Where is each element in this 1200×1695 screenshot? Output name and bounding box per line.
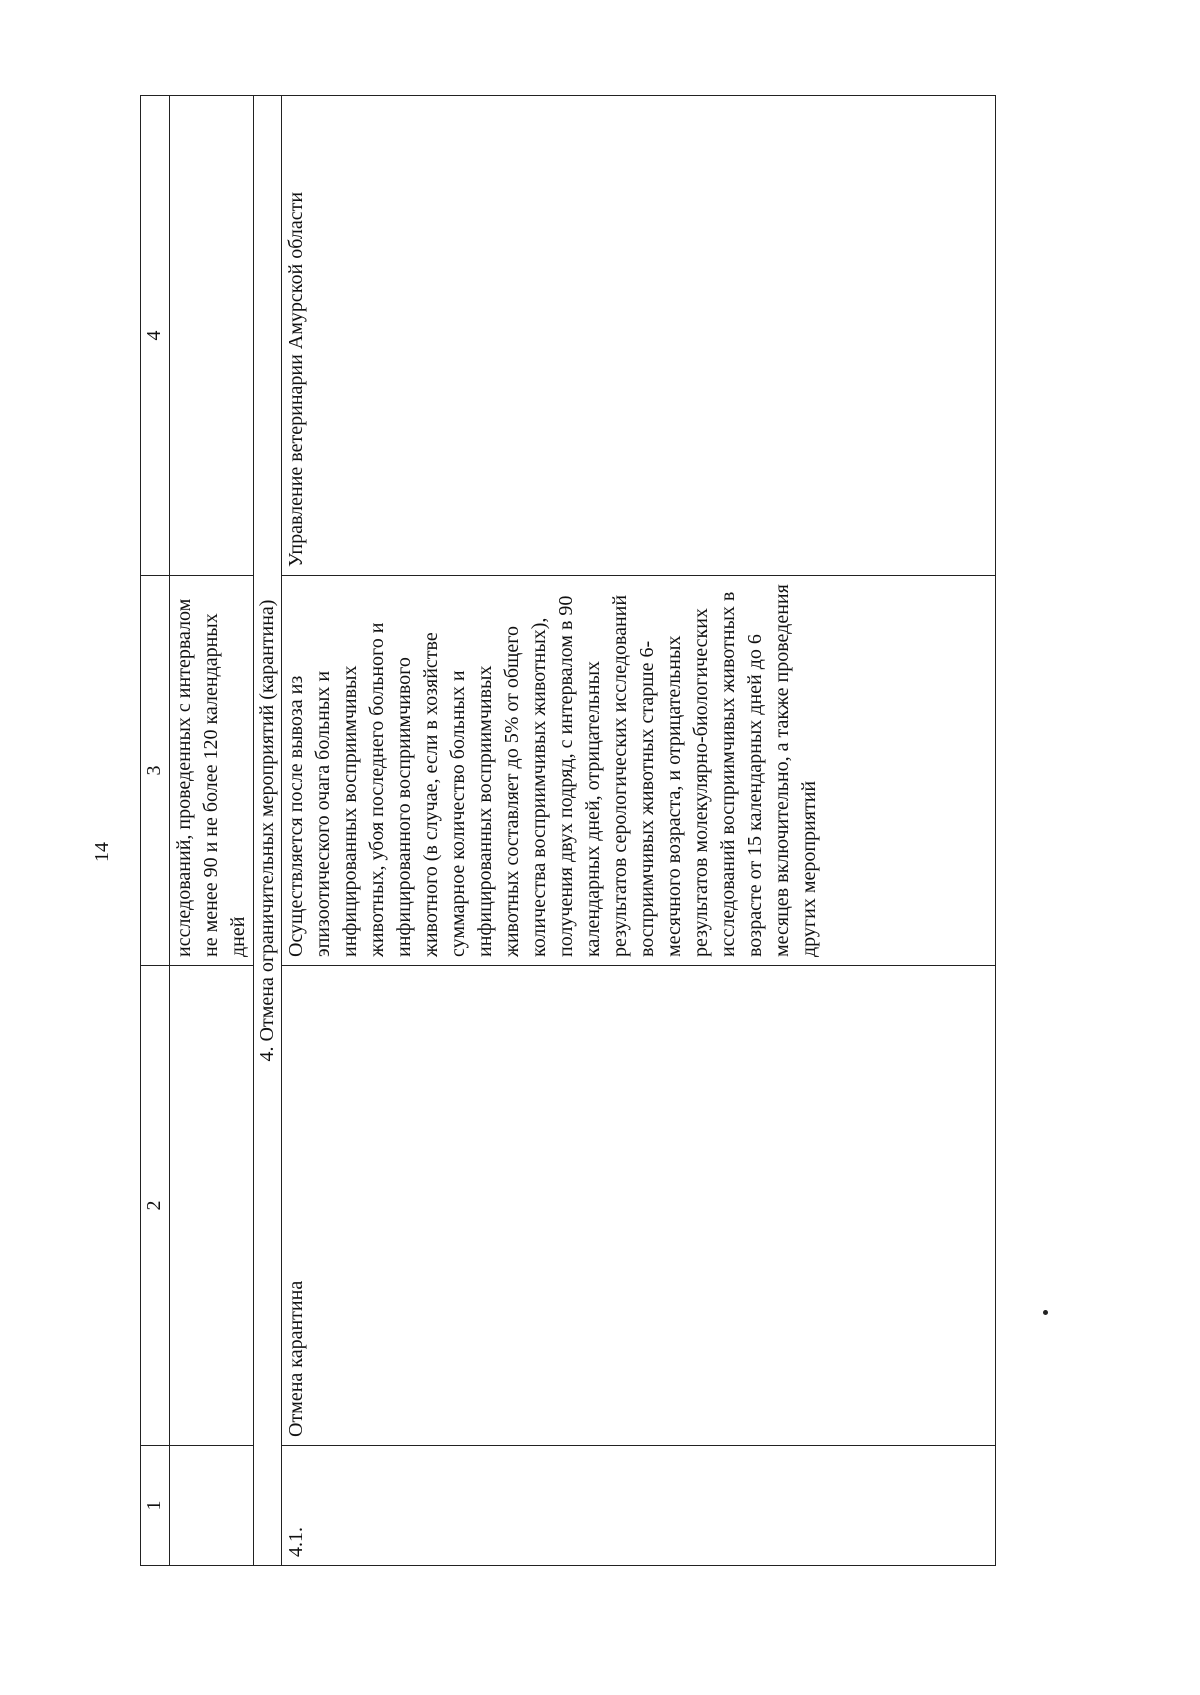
- section-title-row: [254, 96, 282, 1566]
- table-header-row: [141, 96, 170, 1566]
- page-number: 14: [91, 842, 113, 862]
- header-col-2: 2: [141, 966, 170, 1446]
- header-col-1: 1: [141, 1446, 170, 1566]
- cell-empty: [170, 1446, 254, 1566]
- rotated-table-container: [140, 96, 996, 1566]
- cell-empty: [170, 96, 254, 576]
- table-row-4-1: [282, 96, 996, 1566]
- section-title: 4. Отмена ограничительных мероприятий (карантина): [254, 96, 282, 1566]
- measures-table: [140, 95, 996, 1566]
- cell-responsible: Управление ветеринарии Амурской области: [282, 96, 996, 576]
- cell-measure-name: Отмена карантина: [282, 966, 996, 1446]
- cell-conditions-continuation: исследований, проведенных с интервалом не менее 90 и не более 120 календарных дней: [170, 576, 254, 966]
- header-col-3: 3: [141, 576, 170, 966]
- cell-conditions: Осуществляется после вывоза из эпизоотического очага больных и инфицированных восприимчивых животных, убоя последнего больного и инфицированного восприимчивого животного (в случае, если в хозяйстве суммарное количество больных и инфицированных восприимчивых животных составляет до 5% от общего количества восприимчивых животных), получения двух подряд, с интервалом в 90 календарных дней, отрицательных результатов серологических исследований восприимчивых животных старше 6-месячного возраста, и отрицательных результатов молекулярно-биологических исследований восприимчивых животных в возрасте от 15 календарных дней до 6 месяцев включительно, а также проведения других мероприятий: [282, 576, 996, 966]
- header-col-4: 4: [141, 96, 170, 576]
- scan-speck: [1043, 1310, 1048, 1315]
- cell-number: 4.1.: [282, 1446, 996, 1566]
- table-row-continuation: [170, 96, 254, 1566]
- cell-empty: [170, 966, 254, 1446]
